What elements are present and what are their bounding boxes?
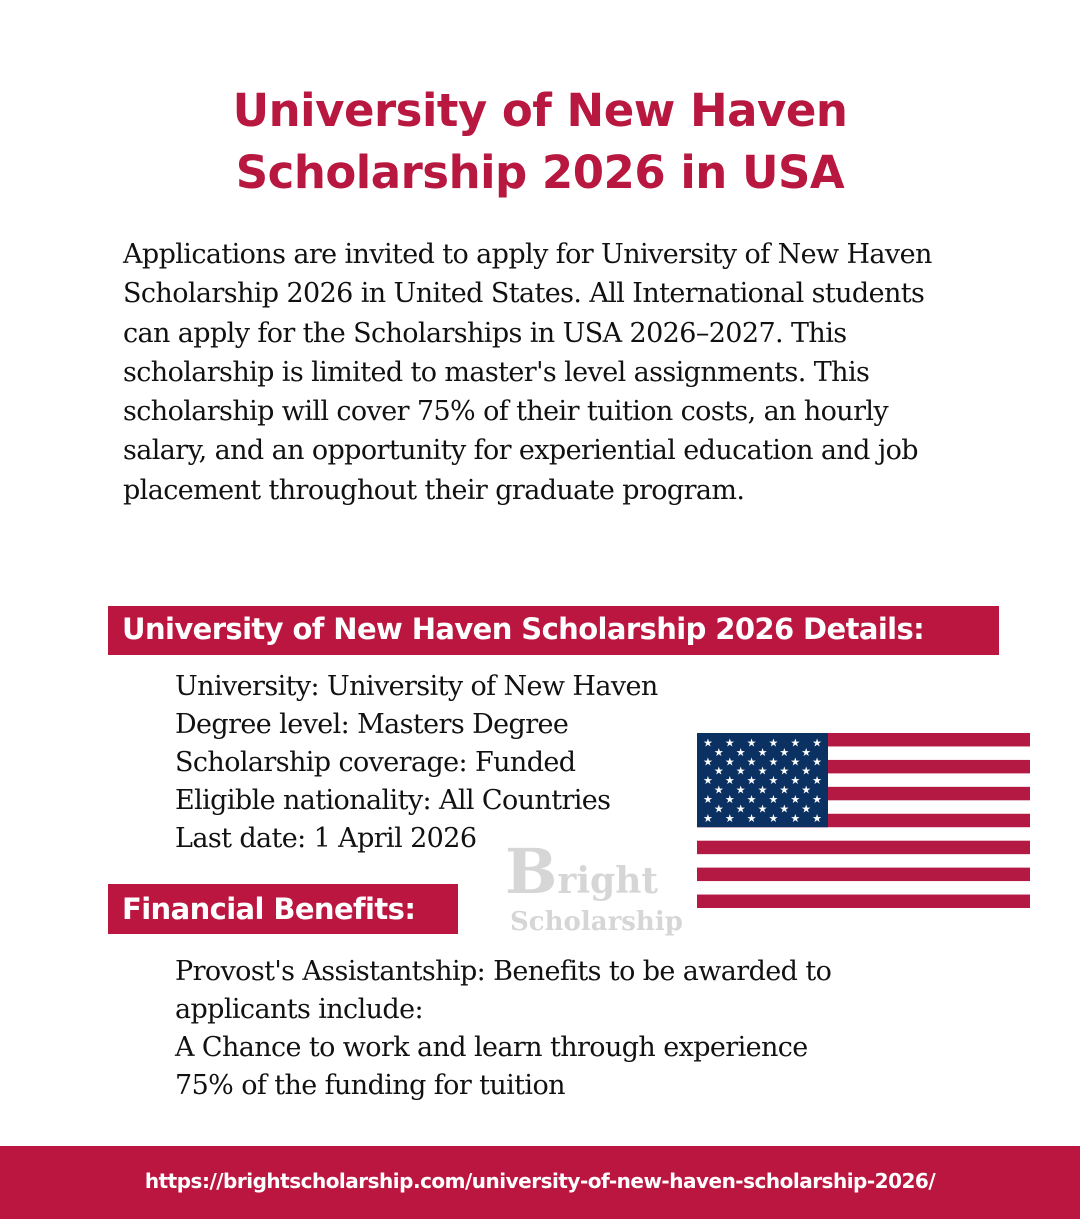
us-flag-image [697, 733, 1030, 908]
watermark-right: right [557, 860, 659, 902]
flag-star-icon: ★ [768, 737, 779, 750]
benefit-line: 75% of the funding for tuition [175, 1070, 565, 1101]
watermark-b: B [505, 835, 558, 908]
flag-star-icon: ★ [735, 784, 746, 797]
flag-star-icon: ★ [746, 775, 757, 788]
flag-star-icon: ★ [713, 765, 724, 778]
title-line-1: University of New Haven [232, 84, 848, 137]
flag-star-icon: ★ [768, 812, 779, 825]
flag-stripe [697, 841, 1030, 854]
flag-star-icon: ★ [768, 756, 779, 769]
benefit-line: Provost's Assistantship: Benefits to be awarded to [175, 956, 832, 987]
intro-paragraph: Applications are invited to apply for University of New Haven Scholarship 2026 in United States. All International students can apply for the Scholarships in USA 2026–2027. This scholarship is limited to master's level assignments. This scholarship will cover 75% of their tuition costs, an hourly salary, and an opportunity for experiential education and job placement throughout their graduate program. [123, 239, 932, 506]
flag-star-icon: ★ [812, 812, 823, 825]
flag-star-icon: ★ [702, 793, 713, 806]
flag-star-icon: ★ [768, 775, 779, 788]
details-list [175, 668, 658, 858]
flag-star-icon: ★ [779, 746, 790, 759]
flag-star-icon: ★ [746, 812, 757, 825]
flag-star-icon: ★ [801, 746, 812, 759]
footer-link[interactable]: https://brightscholarship.com/university-of-new-haven-scholarship-2026/ [144, 1169, 936, 1193]
watermark-sub: Scholarship [510, 907, 683, 937]
flag-star-icon: ★ [735, 746, 746, 759]
flag-star-icon: ★ [779, 803, 790, 816]
flag-star-icon: ★ [702, 756, 713, 769]
flag-star-icon: ★ [757, 784, 768, 797]
flag-star-icon: ★ [801, 765, 812, 778]
flag-star-icon: ★ [812, 756, 823, 769]
flag-star-icon: ★ [779, 765, 790, 778]
flag-star-icon: ★ [702, 775, 713, 788]
flag-star-icon: ★ [790, 756, 801, 769]
page-title [0, 80, 1080, 204]
flag-star-icon: ★ [790, 812, 801, 825]
flag-star-icon: ★ [713, 746, 724, 759]
footer-url[interactable] [0, 1146, 1080, 1219]
detail-last-date: Last date: 1 April 2026 [175, 823, 477, 854]
flag-star-icon: ★ [735, 803, 746, 816]
flag-star-icon: ★ [702, 812, 713, 825]
flag-star-icon: ★ [746, 793, 757, 806]
flag-star-icon: ★ [801, 784, 812, 797]
flag-stripe [697, 868, 1030, 881]
flag-star-icon: ★ [735, 765, 746, 778]
flag-star-icon: ★ [801, 803, 812, 816]
flag-star-icon: ★ [812, 775, 823, 788]
flag-star-icon: ★ [790, 775, 801, 788]
flag-star-icon: ★ [713, 784, 724, 797]
flag-star-icon: ★ [713, 803, 724, 816]
flag-star-icon: ★ [746, 737, 757, 750]
flag-star-icon: ★ [757, 746, 768, 759]
flag-star-icon: ★ [757, 803, 768, 816]
flag-stripe [697, 895, 1030, 908]
details-heading: University of New Haven Scholarship 2026 Details: [108, 606, 999, 655]
benefit-line: A Chance to work and learn through experience [175, 1032, 808, 1063]
detail-coverage: Scholarship coverage: Funded [175, 747, 576, 778]
detail-degree-level: Degree level: Masters Degree [175, 709, 569, 740]
title-line-2: Scholarship 2026 in USA [235, 146, 845, 199]
flag-star-icon: ★ [746, 756, 757, 769]
flag-star-icon: ★ [812, 793, 823, 806]
flag-star-icon: ★ [702, 737, 713, 750]
benefits-list [175, 953, 831, 1105]
flag-star-icon: ★ [724, 756, 735, 769]
benefits-heading: Financial Benefits: [108, 884, 458, 934]
flag-star-icon: ★ [757, 765, 768, 778]
flag-star-icon: ★ [724, 775, 735, 788]
flag-star-icon: ★ [768, 793, 779, 806]
watermark-logo [505, 835, 683, 937]
flag-star-icon: ★ [790, 793, 801, 806]
flag-star-icon: ★ [724, 812, 735, 825]
flag-star-icon: ★ [790, 737, 801, 750]
benefit-line: applicants include: [175, 994, 423, 1025]
detail-university: University: University of New Haven [175, 671, 658, 702]
detail-nationality: Eligible nationality: All Countries [175, 785, 611, 816]
flag-star-icon: ★ [779, 784, 790, 797]
flag-star-icon: ★ [724, 737, 735, 750]
flag-star-icon: ★ [724, 793, 735, 806]
flag-star-icon: ★ [812, 737, 823, 750]
